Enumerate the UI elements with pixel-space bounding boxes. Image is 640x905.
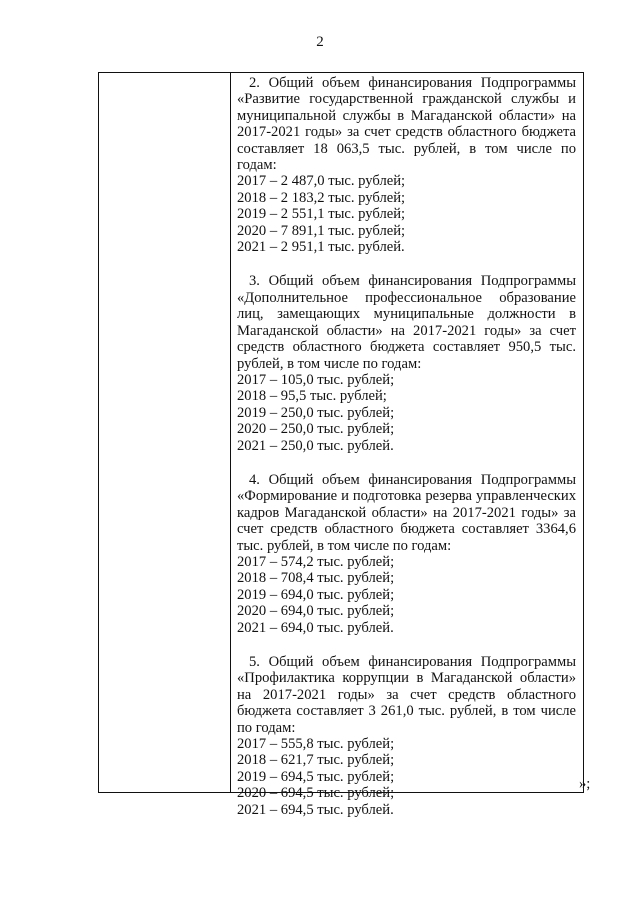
year-line: 2019 – 250,0 тыс. рублей; <box>237 404 395 421</box>
section-paragraph: 5. Общий объем финансирования Подпрограммы «Профилактика коррупции в Магаданской области» на 2017-2021 годы» за счет средств областного бюджета составляет 3 261,0 тыс. рублей, в том числе по годам: <box>237 654 576 736</box>
closing-quote-mark: »; <box>579 776 591 792</box>
table-right-cell <box>237 75 576 818</box>
year-line: 2020 – 7 891,1 тыс. рублей; <box>237 222 406 239</box>
section-paragraph: 4. Общий объем финансирования Подпрограммы «Формирование и подготовка резерва управленческих кадров Магаданской области» на 2017-2021 годы» за счет средств областного бюджета составляет 3364,6 тыс. рублей, в том числе по годам: <box>237 471 576 554</box>
section-paragraph: 3. Общий объем финансирования Подпрограммы «Дополнительное профессиональное образование лиц, замещающих муниципальные должности в Магаданской области» на 2017-2021 годы» за счет средств областного бюджета составляет 950,5 тыс. рублей, в том числе по годам: <box>237 273 576 372</box>
year-line: 2018 – 621,7 тыс. рублей; <box>237 752 395 769</box>
section-5 <box>237 654 576 818</box>
year-line: 2021 – 2 951,1 тыс. рублей. <box>237 239 405 256</box>
year-line: 2018 – 708,4 тыс. рублей; <box>237 570 395 587</box>
year-line: 2021 – 250,0 тыс. рублей. <box>237 437 394 454</box>
year-line: 2020 – 694,5 тыс. рублей; <box>237 785 395 802</box>
year-line: 2019 – 2 551,1 тыс. рублей; <box>237 206 406 223</box>
year-line: 2018 – 2 183,2 тыс. рублей; <box>237 189 406 206</box>
section-2 <box>237 75 576 255</box>
year-line: 2019 – 694,5 тыс. рублей; <box>237 768 395 785</box>
table-column-divider <box>230 72 231 793</box>
year-line: 2017 – 574,2 тыс. рублей; <box>237 553 395 570</box>
year-line: 2019 – 694,0 тыс. рублей; <box>237 586 395 603</box>
year-line: 2021 – 694,0 тыс. рублей. <box>237 619 394 636</box>
year-line: 2020 – 694,0 тыс. рублей; <box>237 603 395 620</box>
year-line: 2018 – 95,5 тыс. рублей; <box>237 388 387 405</box>
page-number: 2 <box>316 34 324 50</box>
year-line: 2017 – 105,0 тыс. рублей; <box>237 371 395 388</box>
year-line: 2017 – 2 487,0 тыс. рублей; <box>237 173 406 190</box>
section-paragraph: 2. Общий объем финансирования Подпрограммы «Развитие государственной гражданской службы и муниципальной службы в Магаданской области» на 2017-2021 годы» за счет средств областного бюджета составляет 18 063,5 тыс. рублей, в том числе по годам: <box>237 75 576 174</box>
year-line: 2017 – 555,8 тыс. рублей; <box>237 736 395 753</box>
year-line: 2020 – 250,0 тыс. рублей; <box>237 421 395 438</box>
section-4 <box>237 472 576 636</box>
year-line: 2021 – 694,5 тыс. рублей. <box>237 801 394 818</box>
section-3 <box>237 273 576 453</box>
